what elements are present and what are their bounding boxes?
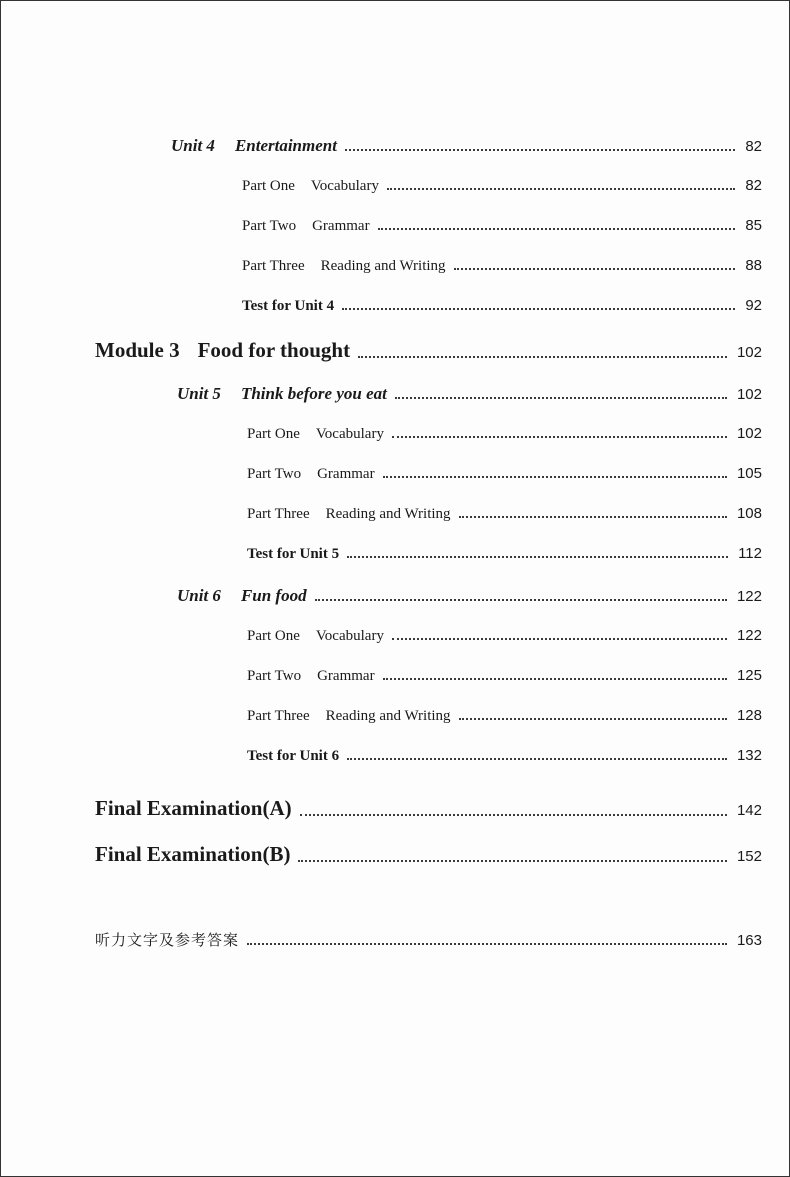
unit-number: Unit 6 — [177, 586, 221, 605]
dot-leader — [383, 677, 727, 680]
part-name: Grammar — [312, 218, 370, 234]
answers-title: 听力文字及参考答案 — [95, 931, 240, 949]
dot-leader — [378, 227, 736, 230]
page-number: 125 — [736, 667, 762, 684]
page-number: 85 — [745, 217, 762, 234]
entry-label — [242, 218, 370, 235]
part-name: Vocabulary — [315, 628, 384, 644]
entry-label — [247, 708, 451, 725]
entry-label — [247, 546, 339, 563]
entry-label — [247, 506, 451, 523]
dot-leader — [454, 267, 736, 270]
page-number: 92 — [745, 297, 762, 314]
dot-leader — [387, 187, 735, 190]
dot-leader — [345, 148, 735, 151]
part-prefix: Part One — [247, 628, 300, 644]
entry-label — [247, 426, 384, 443]
page-number: 88 — [745, 257, 762, 274]
entry-label — [247, 466, 375, 483]
toc-entry-part[interactable] — [247, 465, 762, 483]
dot-leader — [392, 435, 727, 438]
toc-entry-answers[interactable] — [95, 929, 762, 950]
part-prefix: Part Three — [242, 258, 305, 274]
toc-entry-part[interactable] — [247, 667, 762, 685]
page-number: 122 — [736, 588, 762, 605]
part-prefix: Part One — [247, 426, 300, 442]
page-number: 105 — [736, 465, 762, 482]
part-prefix: Part Two — [247, 466, 302, 482]
final-exam-title: Final Examination(A) — [95, 796, 292, 820]
entry-label — [95, 842, 290, 867]
toc-entry-unit-5[interactable] — [177, 384, 762, 404]
page-number: 102 — [736, 344, 762, 361]
module-title: Food for thought — [197, 338, 351, 362]
page-number: 82 — [745, 138, 762, 155]
dot-leader — [347, 757, 727, 760]
part-name: Vocabulary — [310, 178, 379, 194]
page-number: 128 — [736, 707, 762, 724]
entry-label — [95, 796, 292, 821]
toc-entry-test[interactable] — [242, 297, 762, 315]
toc-entry-part[interactable] — [247, 425, 762, 443]
toc-entry-part[interactable] — [247, 707, 762, 725]
page-number: 82 — [745, 177, 762, 194]
entry-label — [171, 136, 337, 156]
unit-title: Entertainment — [234, 136, 337, 155]
page-number: 163 — [736, 932, 762, 949]
entry-label — [95, 929, 239, 950]
page-number: 112 — [738, 545, 762, 562]
toc-entry-part[interactable] — [242, 257, 762, 275]
unit-number: Unit 5 — [177, 384, 221, 403]
entry-label — [247, 748, 339, 765]
final-exam-title: Final Examination(B) — [95, 842, 291, 866]
dot-leader — [347, 555, 728, 558]
toc-entry-test[interactable] — [247, 545, 762, 563]
entry-label — [242, 258, 446, 275]
dot-leader — [298, 859, 727, 862]
dot-leader — [383, 475, 727, 478]
dot-leader — [392, 637, 727, 640]
part-prefix: Part Two — [247, 668, 302, 684]
page-number: 108 — [736, 505, 762, 522]
entry-label — [242, 298, 334, 315]
dot-leader — [247, 942, 727, 945]
toc-entry-unit-6[interactable] — [177, 586, 762, 606]
part-name: Reading and Writing — [320, 258, 446, 274]
dot-leader — [459, 717, 727, 720]
entry-label — [247, 628, 384, 645]
part-name: Reading and Writing — [325, 506, 451, 522]
part-prefix: Part Three — [247, 708, 310, 724]
unit-title: Fun food — [240, 586, 307, 605]
toc-entry-part[interactable] — [242, 217, 762, 235]
toc-entry-part[interactable] — [242, 177, 762, 195]
toc-entry-part[interactable] — [247, 627, 762, 645]
test-label: Test for Unit 6 — [247, 748, 340, 764]
unit-number: Unit 4 — [171, 136, 215, 155]
module-number: Module 3 — [95, 338, 180, 362]
entry-label — [247, 668, 375, 685]
part-prefix: Part Three — [247, 506, 310, 522]
page-number: 152 — [736, 848, 762, 865]
dot-leader — [342, 307, 735, 310]
entry-label — [177, 586, 307, 606]
page-number: 102 — [736, 386, 762, 403]
entry-label — [177, 384, 387, 404]
dot-leader — [395, 396, 727, 399]
part-name: Grammar — [317, 668, 375, 684]
part-name: Reading and Writing — [325, 708, 451, 724]
page-number: 102 — [736, 425, 762, 442]
toc-entry-unit-4[interactable] — [171, 136, 762, 156]
dot-leader — [358, 355, 727, 358]
toc-entry-final-a[interactable] — [95, 796, 762, 821]
part-name: Vocabulary — [315, 426, 384, 442]
page-number: 122 — [736, 627, 762, 644]
dot-leader — [315, 598, 727, 601]
page-number: 132 — [736, 747, 762, 764]
part-prefix: Part Two — [242, 218, 297, 234]
part-prefix: Part One — [242, 178, 295, 194]
part-name: Grammar — [317, 466, 375, 482]
test-label: Test for Unit 4 — [242, 298, 335, 314]
toc-entry-test[interactable] — [247, 747, 762, 765]
dot-leader — [300, 813, 727, 816]
toc-entry-module-3[interactable] — [95, 338, 762, 363]
test-label: Test for Unit 5 — [247, 546, 340, 562]
page-number: 142 — [736, 802, 762, 819]
entry-label — [95, 338, 350, 363]
unit-title: Think before you eat — [240, 384, 387, 403]
entry-label — [242, 178, 379, 195]
toc-entry-part[interactable] — [247, 505, 762, 523]
dot-leader — [459, 515, 727, 518]
toc-entry-final-b[interactable] — [95, 842, 762, 867]
